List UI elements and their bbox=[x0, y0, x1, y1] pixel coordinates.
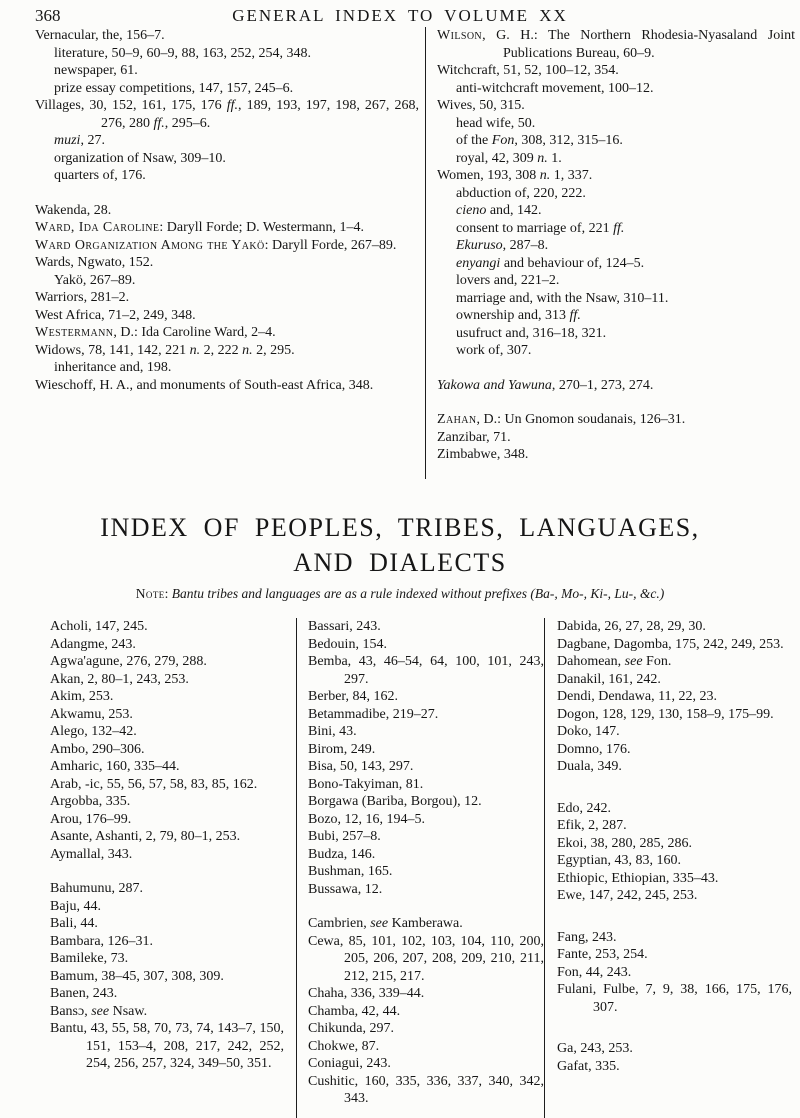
index-entry: Dogon, 128, 129, 130, 158–9, 175–99. bbox=[557, 706, 774, 722]
index-entry: Bini, 43. bbox=[308, 724, 357, 739]
index-entry: Cambrien, see Kamberawa. bbox=[308, 916, 463, 931]
index-entry: Villages, 30, 152, 161, 175, 176 ff., 189, 193, 197, 198, 267, 268, 276, 280 ff., 295–6. bbox=[35, 98, 419, 131]
index-entry: Vernacular, the, 156–7. bbox=[35, 28, 165, 43]
index-entry: Alego, 132–42. bbox=[50, 724, 137, 739]
index-entry: Wards, Ngwato, 152. bbox=[35, 255, 154, 270]
index-entry bbox=[50, 863, 284, 880]
index-entry: Birom, 249. bbox=[308, 741, 376, 757]
index-entry: prize essay competitions, 147, 157, 245–6. bbox=[54, 80, 294, 96]
index-entry: Dendi, Dendawa, 11, 22, 23. bbox=[557, 689, 718, 704]
index-entry: Chamba, 42, 44. bbox=[308, 1003, 401, 1019]
index-entry: Women, 193, 308 n. 1, 337. bbox=[437, 168, 593, 183]
index-entry: Akwamu, 253. bbox=[50, 706, 133, 722]
index-entry: Egyptian, 43, 83, 160. bbox=[557, 853, 682, 868]
peoples-index-section bbox=[50, 618, 792, 1118]
index-entry: Arou, 176–99. bbox=[50, 811, 132, 827]
index-entry: Westermann, D.: Ida Caroline Ward, 2–4. bbox=[35, 325, 276, 340]
index-entry: marriage and, with the Nsaw, 310–11. bbox=[456, 290, 669, 306]
index-entry: cieno and, 142. bbox=[456, 203, 542, 218]
index-entry: Dagbane, Dagomba, 175, 242, 249, 253. bbox=[557, 636, 784, 652]
index-entry: Ambo, 290–306. bbox=[50, 741, 145, 757]
section-title-line1: INDEX OF PEOPLES, TRIBES, LANGUAGES, bbox=[100, 513, 700, 542]
index-entry: Bussawa, 12. bbox=[308, 881, 383, 897]
index-entry: Akim, 253. bbox=[50, 689, 114, 704]
index-entry: work of, 307. bbox=[456, 343, 532, 358]
index-entry: Fante, 253, 254. bbox=[557, 947, 648, 962]
index-entry: Asante, Ashanti, 2, 79, 80–1, 253. bbox=[50, 829, 241, 844]
index-entry: Edo, 242. bbox=[557, 800, 612, 816]
index-entry: abduction of, 220, 222. bbox=[456, 185, 586, 201]
index-entry: Ward Organization Among the Yakö: Daryll Forde, 267–89. bbox=[35, 237, 397, 253]
index-entry bbox=[557, 905, 792, 929]
index-entry: West Africa, 71–2, 249, 348. bbox=[35, 307, 196, 323]
index-entry: of the Fon, 308, 312, 315–16. bbox=[456, 133, 623, 148]
index-entry: quarters of, 176. bbox=[54, 168, 146, 183]
index-entry: Wieschoff, H. A., and monuments of South-east Africa, 348. bbox=[35, 377, 374, 393]
index-entry: Yakö, 267–89. bbox=[54, 272, 136, 288]
index-entry: Dabida, 26, 27, 28, 29, 30. bbox=[557, 619, 706, 634]
section-title bbox=[0, 510, 800, 580]
index-entry: Fon, 44, 243. bbox=[557, 964, 632, 980]
index-entry: Ethiopic, Ethiopian, 335–43. bbox=[557, 870, 719, 886]
index-entry: Chikunda, 297. bbox=[308, 1021, 394, 1036]
index-entry: anti-witchcraft movement, 100–12. bbox=[456, 80, 654, 96]
index-entry: Chaha, 336, 339–44. bbox=[308, 986, 425, 1001]
peoples-index-column-3 bbox=[544, 618, 792, 1118]
index-entry: enyangi and behaviour of, 124–5. bbox=[456, 255, 645, 271]
index-entry: Zahan, D.: Un Gnomon soudanais, 126–31. bbox=[437, 412, 686, 427]
page-number: 368 bbox=[35, 6, 61, 25]
index-entry: Bubi, 257–8. bbox=[308, 829, 381, 844]
index-entry: Bamileke, 73. bbox=[50, 951, 129, 966]
index-entry: lovers and, 221–2. bbox=[456, 273, 560, 288]
index-entry: Bali, 44. bbox=[50, 916, 98, 931]
index-entry: Coniagui, 243. bbox=[308, 1056, 391, 1071]
index-entry: Cushitic, 160, 335, 336, 337, 340, 342, 343. bbox=[308, 1073, 544, 1106]
index-entry bbox=[35, 185, 419, 202]
index-entry: Bushman, 165. bbox=[308, 864, 393, 879]
index-entry bbox=[437, 360, 795, 377]
index-entry: Doko, 147. bbox=[557, 724, 620, 739]
index-entry: ownership and, 313 ff. bbox=[456, 308, 581, 323]
index-entry: Ewe, 147, 242, 245, 253. bbox=[557, 888, 698, 903]
index-entry: Warriors, 281–2. bbox=[35, 290, 130, 305]
index-entry: Bisa, 50, 143, 297. bbox=[308, 759, 414, 774]
index-entry: Chokwe, 87. bbox=[308, 1038, 380, 1054]
index-entry: usufruct and, 316–18, 321. bbox=[456, 325, 607, 341]
index-entry: Danakil, 161, 242. bbox=[557, 671, 661, 687]
index-entry: Gafat, 335. bbox=[557, 1058, 620, 1074]
index-entry bbox=[557, 1016, 792, 1040]
index-entry: Ward, Ida Caroline: Daryll Forde; D. Westermann, 1–4. bbox=[35, 220, 365, 235]
index-entry: Bemba, 43, 46–54, 64, 100, 101, 243, 297. bbox=[308, 654, 544, 687]
index-entry bbox=[557, 776, 792, 800]
index-entry: Baju, 44. bbox=[50, 898, 101, 914]
index-entry: Ekuruso, 287–8. bbox=[456, 238, 549, 253]
index-entry: Bono-Takyiman, 81. bbox=[308, 776, 424, 792]
index-entry: newspaper, 61. bbox=[54, 63, 138, 78]
index-entry: Witchcraft, 51, 52, 100–12, 354. bbox=[437, 63, 619, 78]
general-index-left-column bbox=[35, 27, 425, 479]
running-head-title: GENERAL INDEX TO VOLUME XX bbox=[232, 6, 568, 25]
index-entry: Aymallal, 343. bbox=[50, 846, 133, 862]
index-entry: Bantu, 43, 55, 58, 70, 73, 74, 143–7, 150, 151, 153–4, 208, 217, 242, 252, 254, 256, 257, 324, 349–50, 351. bbox=[50, 1021, 284, 1071]
index-entry: Yakowa and Yawuna, 270–1, 273, 274. bbox=[437, 377, 654, 393]
index-entry: Bozo, 12, 16, 194–5. bbox=[308, 811, 426, 827]
index-entry: Amharic, 160, 335–44. bbox=[50, 759, 180, 774]
index-entry bbox=[308, 898, 544, 915]
index-entry: Argobba, 335. bbox=[50, 794, 131, 809]
index-entry: Bansɔ, see Nsaw. bbox=[50, 1003, 148, 1019]
index-entry: head wife, 50. bbox=[456, 115, 536, 131]
index-entry: Bambara, 126–31. bbox=[50, 933, 154, 949]
index-entry: inheritance and, 198. bbox=[54, 360, 172, 375]
index-entry: Arab, -ic, 55, 56, 57, 58, 83, 85, 162. bbox=[50, 776, 258, 792]
peoples-index-column-2 bbox=[296, 618, 544, 1118]
index-entry: Acholi, 147, 245. bbox=[50, 619, 148, 634]
index-entry: Cewa, 85, 101, 102, 103, 104, 110, 200, 205, 206, 207, 208, 209, 210, 211, 212, 215, 217. bbox=[308, 933, 544, 984]
index-entry: Domno, 176. bbox=[557, 741, 631, 757]
index-entry: Ekoi, 38, 280, 285, 286. bbox=[557, 835, 692, 851]
index-entry: Bamum, 38–45, 307, 308, 309. bbox=[50, 968, 224, 984]
index-entry: Bahumunu, 287. bbox=[50, 881, 143, 896]
index-entry: Fulani, Fulbe, 7, 9, 38, 166, 175, 176, 307. bbox=[557, 982, 792, 1015]
index-entry: Berber, 84, 162. bbox=[308, 689, 399, 704]
index-entry: Ga, 243, 253. bbox=[557, 1041, 633, 1056]
index-entry: Betammadibe, 219–27. bbox=[308, 706, 439, 722]
index-entry: Adangme, 243. bbox=[50, 636, 136, 652]
index-entry: Wilson, G. H.: The Northern Rhodesia-Nyasaland Joint Publications Bureau, 60–9. bbox=[437, 28, 795, 61]
section-title-line2: AND DIALECTS bbox=[293, 548, 507, 577]
index-entry: Zanzibar, 71. bbox=[437, 429, 511, 445]
index-entry: Duala, 349. bbox=[557, 759, 622, 774]
index-entry: Agwa'agune, 276, 279, 288. bbox=[50, 654, 207, 669]
general-index-section bbox=[35, 27, 795, 479]
index-entry: Efik, 2, 287. bbox=[557, 818, 627, 833]
index-entry bbox=[437, 394, 795, 411]
index-entry: Budza, 146. bbox=[308, 846, 376, 862]
index-entry: muzi, 27. bbox=[54, 133, 105, 148]
index-entry: Wakenda, 28. bbox=[35, 202, 112, 218]
index-entry: Wives, 50, 315. bbox=[437, 98, 525, 113]
index-entry: royal, 42, 309 n. 1. bbox=[456, 150, 562, 166]
index-entry: Widows, 78, 141, 142, 221 n. 2, 222 n. 2, 295. bbox=[35, 342, 295, 358]
index-entry: Akan, 2, 80–1, 243, 253. bbox=[50, 671, 189, 687]
general-index-right-column bbox=[425, 27, 795, 479]
index-entry: Borgawa (Bariba, Borgou), 12. bbox=[308, 794, 482, 809]
section-note: Note: Bantu tribes and languages are as a rule indexed without prefixes (Ba-, Mo-, Ki-, Lu-, &c.) bbox=[135, 586, 665, 601]
index-entry: organization of Nsaw, 309–10. bbox=[54, 150, 226, 166]
index-entry: literature, 50–9, 60–9, 88, 163, 252, 254, 348. bbox=[54, 45, 312, 61]
index-entry: Bassari, 243. bbox=[308, 619, 381, 634]
index-entry: Fang, 243. bbox=[557, 929, 617, 945]
peoples-index-column-1 bbox=[50, 618, 296, 1118]
index-entry: Zimbabwe, 348. bbox=[437, 447, 529, 462]
index-entry: Banen, 243. bbox=[50, 986, 118, 1001]
index-entry: Dahomean, see Fon. bbox=[557, 654, 672, 669]
index-entry: Bedouin, 154. bbox=[308, 636, 387, 652]
index-entry: consent to marriage of, 221 ff. bbox=[456, 220, 625, 236]
